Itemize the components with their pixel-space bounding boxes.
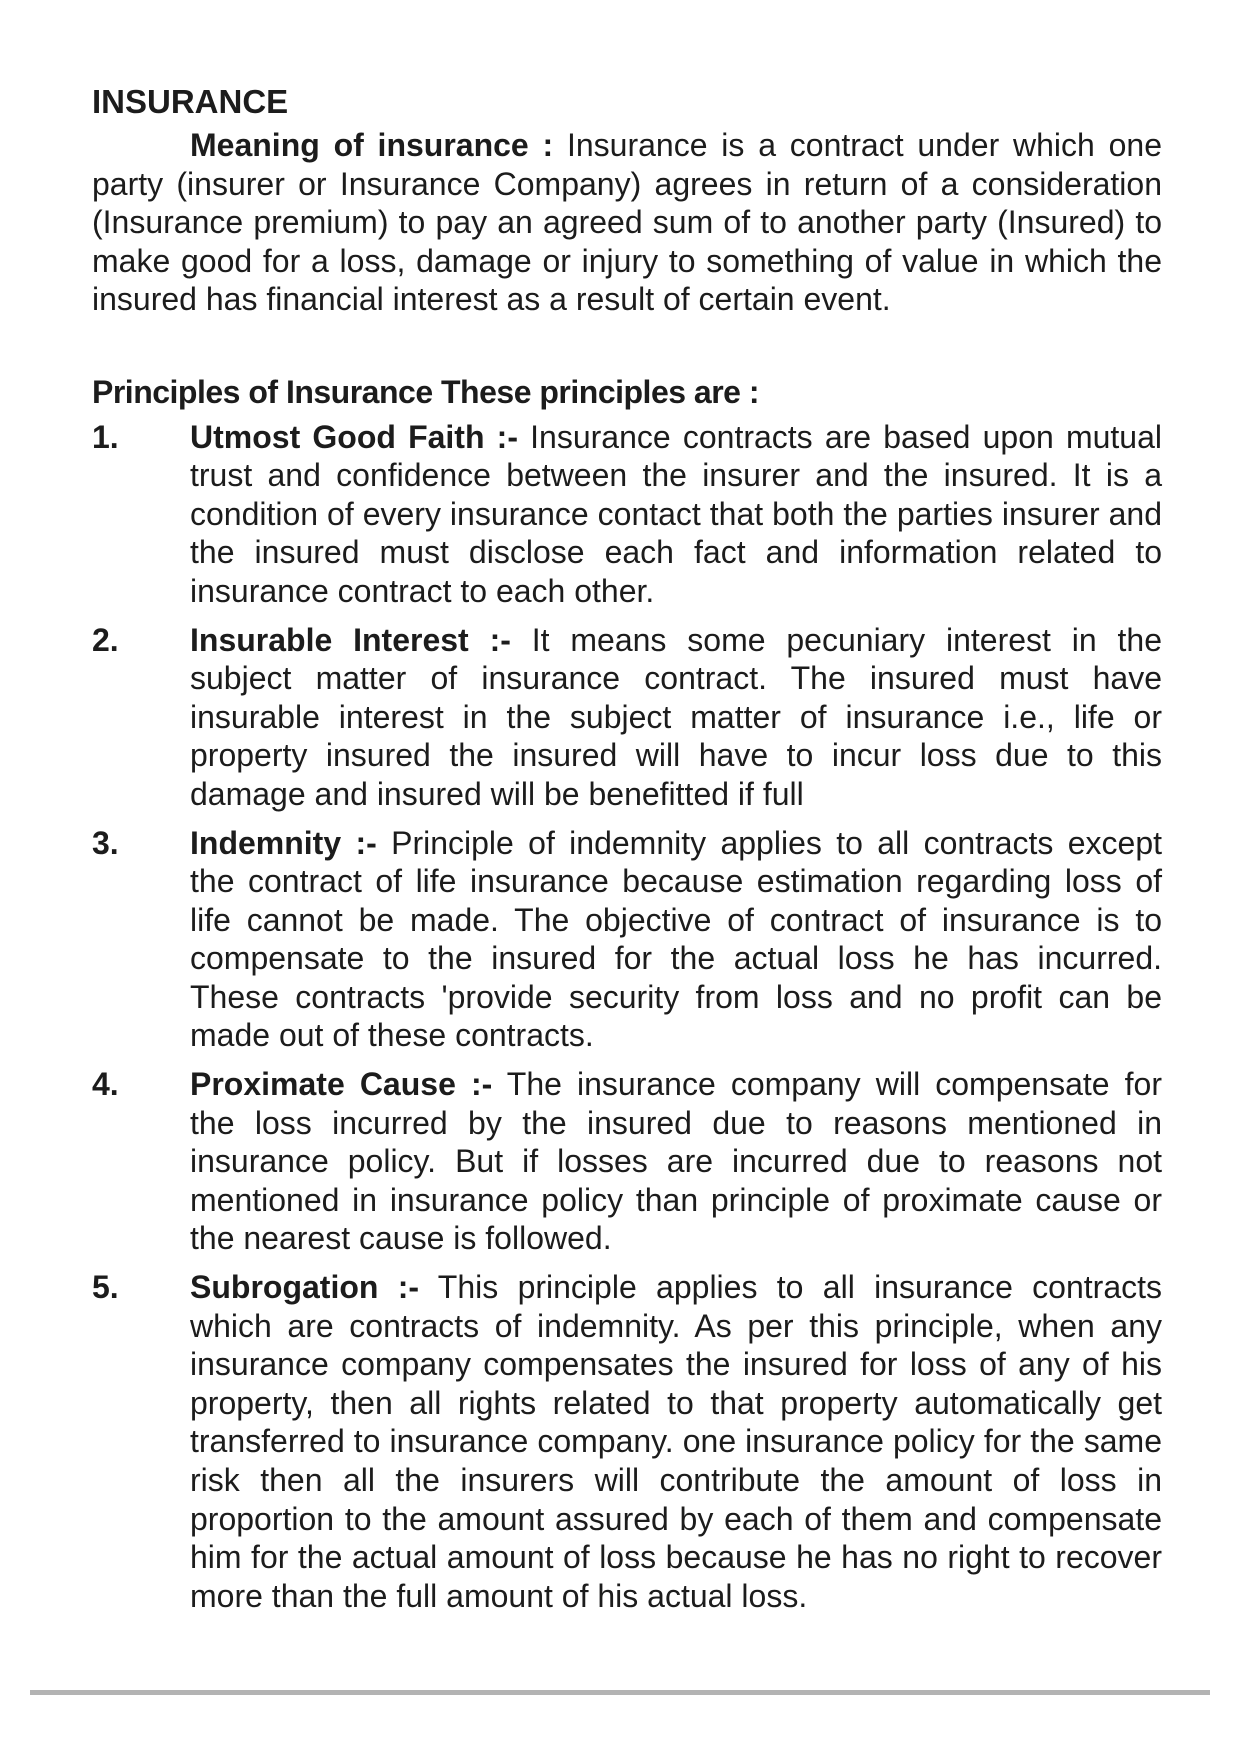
principle-term: Utmost Good Faith :- <box>190 418 518 455</box>
bottom-divider <box>30 1690 1210 1695</box>
principle-item-utmost-good-faith <box>92 418 1162 611</box>
principle-term: Indemnity :- <box>190 824 377 861</box>
principle-text <box>190 621 1162 814</box>
meaning-label: Meaning of insurance : <box>190 127 554 163</box>
principle-description: Principle of indemnity applies to all contracts except the contract of life insurance because estimation regarding loss of life cannot be made. The objective of contract of insurance is to compensate to the insured for the actual loss he has incurred. These contracts 'provide security from loss and no profit can be made out of these contracts. <box>190 824 1163 1054</box>
principle-number: 4. <box>92 1066 119 1103</box>
principle-number: 2. <box>92 621 119 658</box>
principle-item-indemnity <box>92 824 1162 1056</box>
principle-term: Insurable Interest :- <box>190 621 511 658</box>
principle-number: 5. <box>92 1269 119 1306</box>
page-title: INSURANCE <box>92 83 289 120</box>
principles-heading: Principles of Insurance These principles are : <box>92 373 760 410</box>
principle-number: 1. <box>92 418 119 455</box>
principle-text <box>190 824 1162 1056</box>
principle-number: 3. <box>92 824 119 861</box>
principle-description: This principle applies to all insurance contracts which are contracts of indemnity. As per this principle, when any insurance company compensates the insured for loss of any of his property, then all rights related to that property automatically get transferred to insurance company. one insurance policy for the same risk then all the insurers will contribute the amount of loss in proportion to the amount assured by each of them and compensate him for the actual amount of loss because he has no right to recover more than the full amount of his actual loss. <box>190 1269 1163 1614</box>
document-page <box>92 82 1162 1625</box>
principle-term: Subrogation :- <box>190 1269 420 1306</box>
meaning-paragraph <box>92 126 1162 319</box>
principle-term: Proximate Cause :- <box>190 1066 493 1103</box>
principle-text <box>190 1268 1162 1615</box>
principle-description: Insurance contracts are based upon mutual trust and confidence between the insurer and the insured. It is a condition of every insurance contact that both the parties insurer and the insured must disclose each fact and information related to insurance contract to each other. <box>190 418 1163 609</box>
principle-text <box>190 418 1162 611</box>
principle-description: The insurance company will compensate for the loss incurred by the insured due to reasons mentioned in insurance policy. But if losses are incurred due to reasons not mentioned in insurance policy than principle of proximate cause or the nearest cause is followed. <box>190 1066 1163 1257</box>
principle-text <box>190 1065 1162 1258</box>
principle-item-proximate-cause <box>92 1065 1162 1258</box>
principle-item-insurable-interest <box>92 621 1162 814</box>
principle-item-subrogation <box>92 1268 1162 1615</box>
meaning-text: Insurance is a contract under which one party (insurer or Insurance Company) agrees in return of a consideration (Insurance premium) to pay an agreed sum of to another party (Insured) to make good for a loss, damage or injury to something of value in which the insured has financial interest as a result of certain event. <box>92 127 1163 318</box>
principle-description: It means some pecuniary interest in the subject matter of insurance contract. The insured must have insurable interest in the subject matter of insurance i.e., life or property insured the insured will have to incur loss due to this damage and insured will be benefitted if full <box>190 621 1163 812</box>
